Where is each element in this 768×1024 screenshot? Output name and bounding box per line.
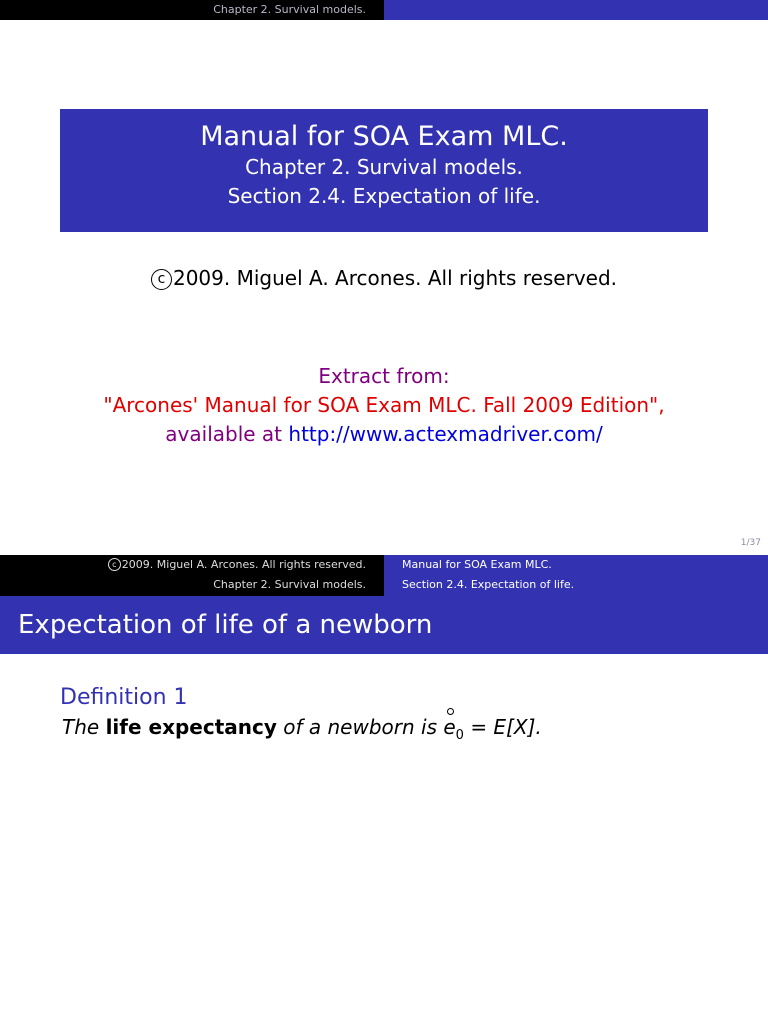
extract-info bbox=[0, 362, 768, 449]
definition-equation: = E[X]. bbox=[470, 715, 542, 739]
availability-line bbox=[0, 420, 768, 449]
available-prefix: available at bbox=[165, 422, 283, 446]
header-right bbox=[384, 555, 768, 596]
header-section: Section 2.4. Expectation of life. bbox=[402, 578, 575, 591]
header-left bbox=[0, 555, 384, 596]
definition-term: life expectancy bbox=[105, 715, 277, 739]
section-subtitle: Section 2.4. Expectation of life. bbox=[227, 184, 541, 208]
copyright-icon: c bbox=[108, 558, 121, 571]
header-bar bbox=[0, 555, 768, 596]
definition-title: Definition 1 bbox=[60, 685, 188, 710]
document-title: Manual for SOA Exam MLC. bbox=[200, 121, 568, 152]
chapter-subtitle: Chapter 2. Survival models. bbox=[245, 155, 523, 179]
extract-label: Extract from: bbox=[318, 364, 450, 388]
definition-the: The bbox=[62, 715, 100, 739]
header-chapter: Chapter 2. Survival models. bbox=[213, 578, 366, 591]
definition-rest: of a newborn is bbox=[283, 715, 437, 739]
header-left bbox=[0, 0, 384, 20]
title-block bbox=[60, 109, 708, 232]
header-copyright bbox=[0, 555, 366, 575]
header-copyright-text: 2009. Miguel A. Arcones. All rights reserved. bbox=[121, 558, 366, 571]
url-link[interactable]: http://www.actexmadriver.com/ bbox=[288, 422, 603, 446]
content-slide bbox=[0, 555, 768, 1024]
header-bar bbox=[0, 0, 768, 20]
header-chapter: Chapter 2. Survival models. bbox=[213, 3, 366, 16]
definition-body bbox=[62, 715, 542, 743]
symbol-e: e bbox=[443, 715, 456, 739]
copyright-text: 2009. Miguel A. Arcones. All rights reserved. bbox=[172, 266, 618, 290]
header-right bbox=[384, 0, 768, 20]
header-manual: Manual for SOA Exam MLC. bbox=[402, 558, 552, 571]
extract-source: "Arcones' Manual for SOA Exam MLC. Fall 2009 Edition", bbox=[103, 393, 665, 417]
life-expectancy-symbol bbox=[443, 715, 455, 739]
copyright-icon: c bbox=[151, 269, 172, 290]
copyright-notice bbox=[0, 266, 768, 290]
page-number: 1/37 bbox=[740, 538, 761, 548]
symbol-subscript: 0 bbox=[455, 728, 464, 743]
frame-title: Expectation of life of a newborn bbox=[0, 596, 768, 654]
